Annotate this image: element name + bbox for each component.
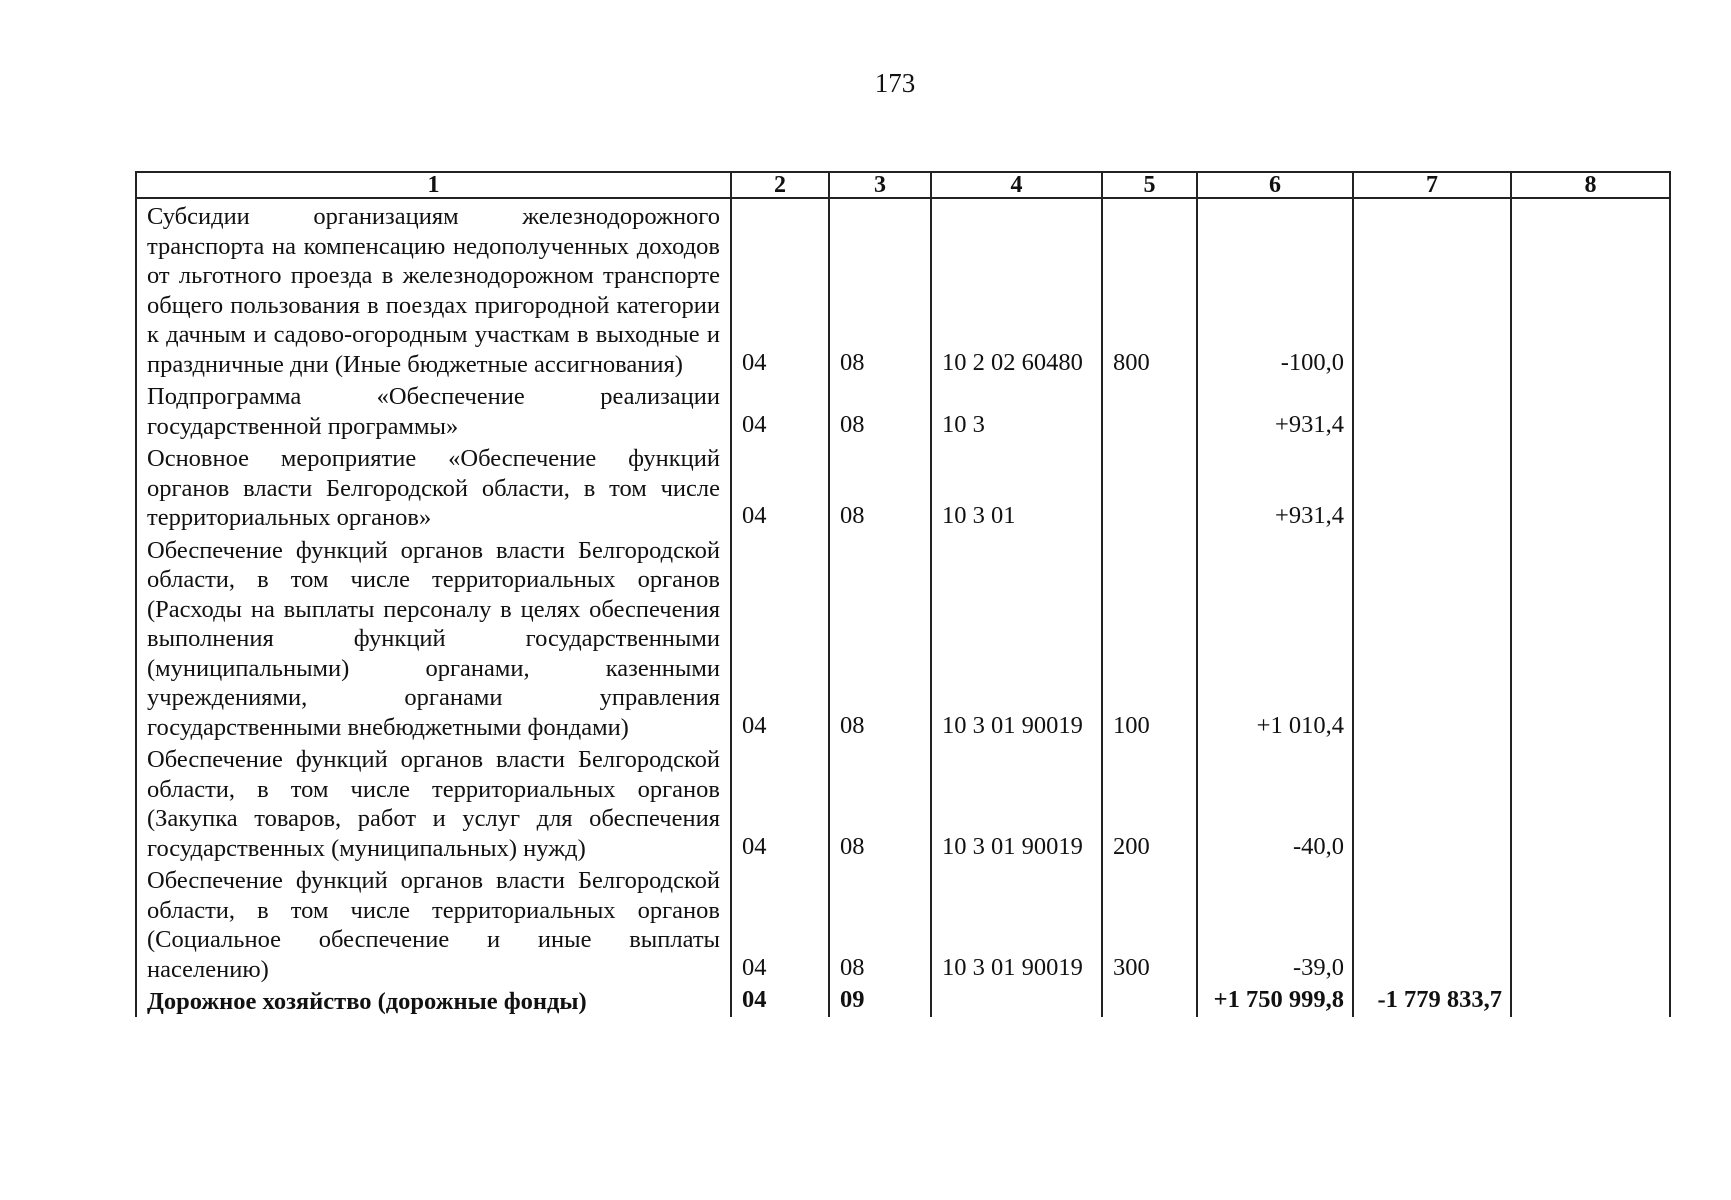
row-section-code: 04 bbox=[731, 379, 829, 441]
row-target-article: 10 3 01 bbox=[931, 441, 1102, 533]
row-subsection-code: 08 bbox=[829, 379, 931, 441]
row-description: Обеспечение функций органов власти Белгородской области, в том числе территориальных органов (Социальное обеспечение и иные выплаты населению) bbox=[136, 863, 731, 984]
row-target-article: 10 3 01 90019 bbox=[931, 533, 1102, 743]
row-target-article bbox=[931, 984, 1102, 1017]
column-header-7: 7 bbox=[1353, 172, 1511, 198]
row-amount-col8 bbox=[1511, 441, 1670, 533]
row-amount-col7 bbox=[1353, 379, 1511, 441]
table-header bbox=[136, 172, 1670, 198]
row-amount-col6: +931,4 bbox=[1197, 379, 1353, 441]
row-expense-type: 300 bbox=[1102, 863, 1197, 984]
row-amount-col6: +1 750 999,8 bbox=[1197, 984, 1353, 1017]
row-target-article: 10 3 01 90019 bbox=[931, 742, 1102, 863]
row-amount-col8 bbox=[1511, 198, 1670, 379]
row-section-code: 04 bbox=[731, 441, 829, 533]
column-header-6: 6 bbox=[1197, 172, 1353, 198]
row-amount-col6: +931,4 bbox=[1197, 441, 1353, 533]
row-amount-col6: -39,0 bbox=[1197, 863, 1353, 984]
row-amount-col6: +1 010,4 bbox=[1197, 533, 1353, 743]
row-description: Субсидии организациям железнодорожного транспорта на компенсацию недополученных доходов от льготного проезда в железнодорожном транспорте общего пользования в поездах пригородной категории к дачным и садово-огородным участкам в выходные и праздничные дни (Иные бюджетные ассигнования) bbox=[136, 198, 731, 379]
page-number: 173 bbox=[874, 68, 916, 98]
row-amount-col8 bbox=[1511, 984, 1670, 1017]
row-amount-col8 bbox=[1511, 863, 1670, 984]
table-row-total bbox=[136, 984, 1670, 1017]
row-subsection-code: 08 bbox=[829, 441, 931, 533]
column-header-1: 1 bbox=[136, 172, 731, 198]
row-amount-col6: -100,0 bbox=[1197, 198, 1353, 379]
row-section-code: 04 bbox=[731, 863, 829, 984]
row-amount-col7 bbox=[1353, 198, 1511, 379]
table-row bbox=[136, 441, 1670, 533]
row-expense-type bbox=[1102, 984, 1197, 1017]
row-amount-col7 bbox=[1353, 533, 1511, 743]
row-subsection-code: 08 bbox=[829, 742, 931, 863]
row-subsection-code: 08 bbox=[829, 533, 931, 743]
budget-table bbox=[135, 171, 1671, 1017]
row-amount-col8 bbox=[1511, 533, 1670, 743]
table-body bbox=[136, 198, 1670, 1017]
row-subsection-code: 08 bbox=[829, 198, 931, 379]
table-row bbox=[136, 742, 1670, 863]
row-description: Основное мероприятие «Обеспечение функций органов власти Белгородской области, в том числе территориальных органов» bbox=[136, 441, 731, 533]
column-header-4: 4 bbox=[931, 172, 1102, 198]
row-amount-col7: -1 779 833,7 bbox=[1353, 984, 1511, 1017]
budget-table-container bbox=[135, 171, 1669, 1017]
row-amount-col7 bbox=[1353, 441, 1511, 533]
column-header-2: 2 bbox=[731, 172, 829, 198]
row-description: Обеспечение функций органов власти Белгородской области, в том числе территориальных органов (Закупка товаров, работ и услуг для обеспечения государственных (муниципальных) нужд) bbox=[136, 742, 731, 863]
row-target-article: 10 3 bbox=[931, 379, 1102, 441]
row-section-code: 04 bbox=[731, 533, 829, 743]
row-expense-type: 800 bbox=[1102, 198, 1197, 379]
column-header-5: 5 bbox=[1102, 172, 1197, 198]
row-subsection-code: 08 bbox=[829, 863, 931, 984]
table-row bbox=[136, 198, 1670, 379]
row-amount-col7 bbox=[1353, 863, 1511, 984]
row-description: Дорожное хозяйство (дорожные фонды) bbox=[136, 984, 731, 1017]
row-amount-col6: -40,0 bbox=[1197, 742, 1353, 863]
row-expense-type: 200 bbox=[1102, 742, 1197, 863]
row-amount-col7 bbox=[1353, 742, 1511, 863]
table-row bbox=[136, 863, 1670, 984]
row-section-code: 04 bbox=[731, 198, 829, 379]
row-expense-type bbox=[1102, 379, 1197, 441]
row-section-code: 04 bbox=[731, 742, 829, 863]
row-amount-col8 bbox=[1511, 742, 1670, 863]
row-expense-type bbox=[1102, 441, 1197, 533]
row-amount-col8 bbox=[1511, 379, 1670, 441]
row-section-code: 04 bbox=[731, 984, 829, 1017]
row-subsection-code: 09 bbox=[829, 984, 931, 1017]
header-row bbox=[136, 172, 1670, 198]
column-header-8: 8 bbox=[1511, 172, 1670, 198]
column-header-3: 3 bbox=[829, 172, 931, 198]
row-target-article: 10 3 01 90019 bbox=[931, 863, 1102, 984]
row-description: Обеспечение функций органов власти Белгородской области, в том числе территориальных органов (Расходы на выплаты персоналу в целях обеспечения выполнения функций государственными (муниципальными) органами, казенными учреждениями, органами управления государственными внебюджетными фондами) bbox=[136, 533, 731, 743]
row-expense-type: 100 bbox=[1102, 533, 1197, 743]
table-row bbox=[136, 533, 1670, 743]
table-row bbox=[136, 379, 1670, 441]
row-target-article: 10 2 02 60480 bbox=[931, 198, 1102, 379]
row-description: Подпрограмма «Обеспечение реализации государственной программы» bbox=[136, 379, 731, 441]
